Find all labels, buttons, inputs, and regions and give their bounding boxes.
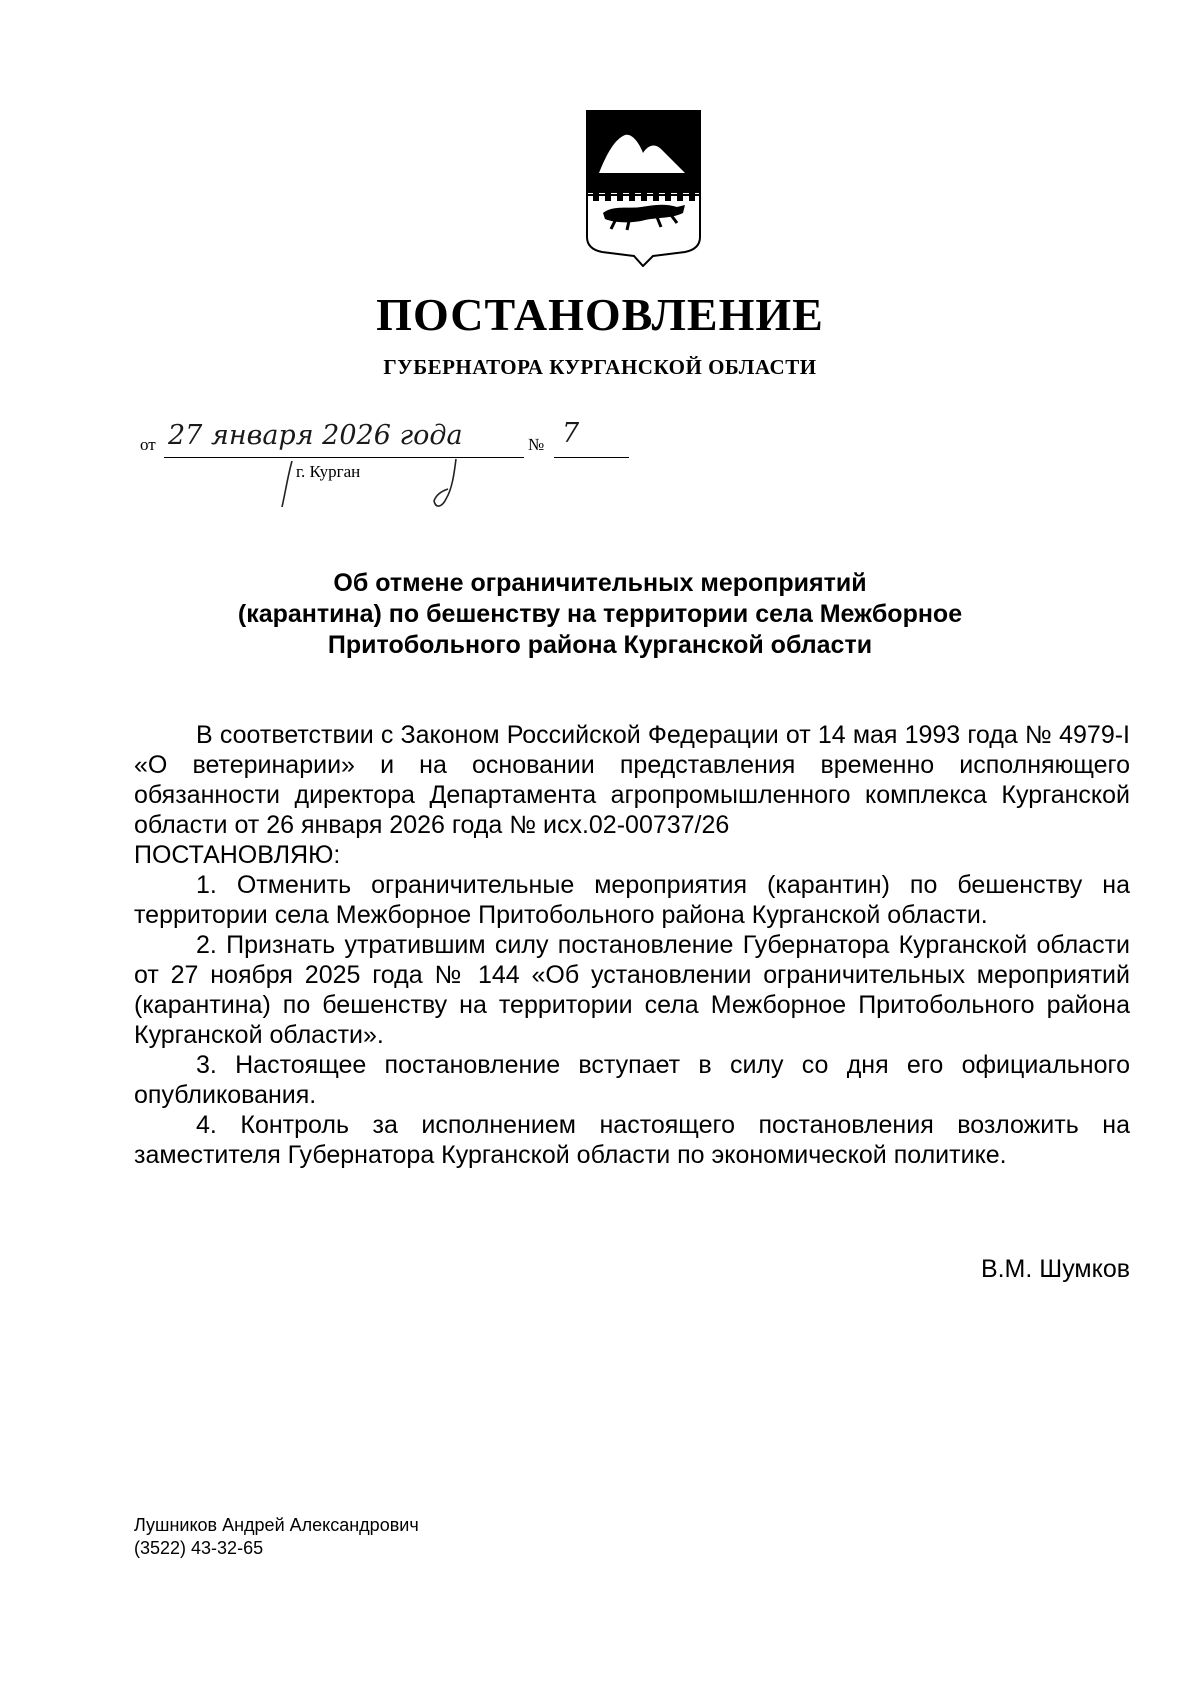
handwritten-date: 27 января 2026 года (168, 420, 463, 451)
title-line: Притобольного района Курганской области (327, 631, 873, 659)
decree-item: 1. Отменить ограничительные мероприятия (карантин) по бешенству на территории села Межборное Притобольного района Курганской области. (134, 871, 1130, 929)
number-underline (554, 457, 629, 458)
document-title (120, 568, 1080, 661)
decree-word: ПОСТАНОВЛЯЮ: (134, 841, 341, 869)
date-prefix: от (140, 435, 156, 454)
decree-item: 4. Контроль за исполнением настоящего постановления возложить на заместителя Губернатора Курганской области по экономической политике. (134, 1111, 1130, 1169)
decree-item: 2. Признать утратившим силу постановление Губернатора Курганской области от 27 ноября 2025 года № 144 «Об установлении ограничительных мероприятий (карантина) по бешенству на территории села Межборное Притобольного района Курганской области». (134, 931, 1130, 1049)
contact-phone: (3522) 43-32-65 (134, 1538, 264, 1558)
document-type-heading: ПОСТАНОВЛЕНИЕ (376, 289, 824, 340)
title-line: Об отмене ограничительных мероприятий (333, 569, 867, 597)
city-label: г. Курган (296, 462, 361, 481)
issuer-heading: ГУБЕРНАТОРА КУРГАНСКОЙ ОБЛАСТИ (383, 355, 817, 379)
number-label: № (528, 435, 545, 454)
document-body (134, 720, 1130, 1170)
signatory-name: В.М. Шумков (980, 1255, 1130, 1283)
handwritten-signature-strokes (270, 455, 470, 515)
coat-of-arms-emblem (585, 109, 702, 267)
contact-name: Лушников Андрей Александрович (134, 1515, 419, 1535)
preamble-paragraph: В соответствии с Законом Российской Федерации от 14 мая 1993 года № 4979-I «О ветеринарии» и на основании представления временно исполняющего обязанности директора Департамента агропромышленного комплекса Курганской области от 26 января 2026 года № исх.02-00737/26 (134, 721, 1130, 839)
title-line: (карантина) по бешенству на территории села Межборное (237, 600, 963, 628)
contact-block (134, 1514, 419, 1560)
decree-item: 3. Настоящее постановление вступает в силу со дня его официального опубликования. (134, 1051, 1130, 1109)
handwritten-number: 7 (562, 418, 580, 449)
